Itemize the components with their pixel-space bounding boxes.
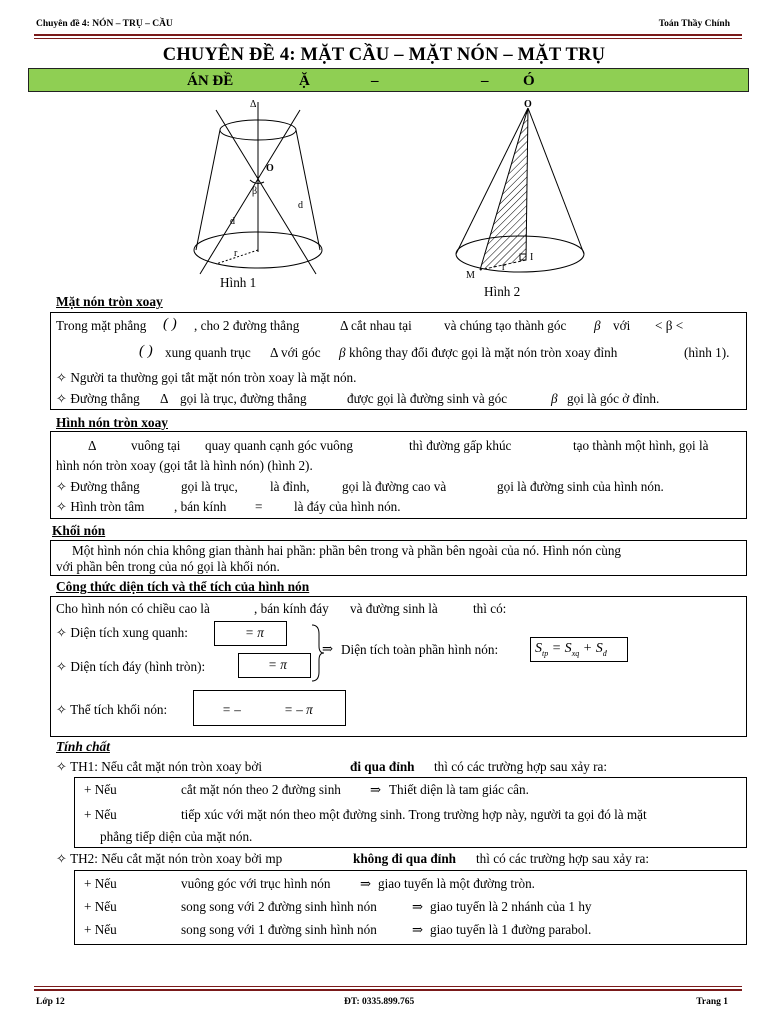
footer-left: Lớp 12 [36,997,65,1007]
th1-text: ✧ TH1: Nếu cắt mặt nón tròn xoay bởi [56,759,263,774]
band-text-c: – [371,73,379,89]
s1-text: (hình 1). [684,345,730,360]
th1-text: thì có các trường hợp sau xảy ra: [434,759,608,774]
th2-item: song song với 1 đường sinh hình nón [181,922,377,937]
heading-khoi-non: Khối nón [52,523,106,538]
s1-plane: ( ) [139,343,153,359]
footer-rule-thin [34,986,742,987]
s1-beta: β [339,345,346,360]
header-rule [34,34,742,36]
xq-label: ✧ Diện tích xung quanh: [56,625,188,640]
subtitle-band [28,68,749,92]
s2-text: thì đường gấp khúc [409,438,512,453]
s2-text: Δ [88,438,97,453]
fig1-d2-label: d [298,200,303,211]
s2-text: = [255,499,263,514]
footer-center: ĐT: 0335.899.765 [344,997,415,1007]
fig1-r-label: r [234,248,238,259]
fig1-o-label: O [266,163,274,174]
th2-item: + Nếu [84,899,117,914]
implies-arrow: ⇒ [412,922,424,937]
s4-text: Cho hình nón có chiều cao là [56,601,210,616]
s1-plane: ( ) [163,316,177,332]
footer-rule [34,989,742,991]
s2-text: hình nón tròn xoay (gọi tắt là hình nón) (hình 2). [56,458,313,473]
tp-eq: = S [548,641,572,656]
fig1-d1-label: d [230,216,235,227]
figure-1-double-cone [186,96,326,292]
th2-item: giao tuyến là một đường tròn. [378,876,535,891]
th1-item: Thiết diện là tam giác cân. [389,782,529,797]
fig1-beta-label: β [252,186,258,197]
s3-text: với phần bên trong của nó gọi là khối nón. [56,559,280,574]
th2-item: giao tuyến là 2 nhánh của 1 hy [430,899,592,914]
s1-text: Δ [160,391,169,406]
heading-mat-non: Mặt nón tròn xoay [56,294,163,309]
s1-text: không thay đổi được gọi là mặt nón tròn xoay đỉnh [349,345,618,360]
tp-sub2: xq [571,648,580,658]
th1-item: tiếp xúc với mặt nón theo một đường sinh. Trong trường hợp này, người ta gọi đó là mặt [181,807,647,822]
implies-arrow: ⇒ [360,876,372,891]
figure-2-caption: Hình 2 [484,284,521,299]
th1-item: cắt mặt nón theo 2 đường sinh [181,782,341,797]
band-text-b: Ặ [299,73,310,89]
tp-sub3: đ [602,648,607,658]
th1-bold: đi qua đỉnh [350,759,415,774]
s1-bullet: ✧ Đường thẳng [56,391,140,406]
v-formula-box [193,690,346,726]
th2-text: ✧ TH2: Nếu cắt mặt nón tròn xoay bởi mp [56,851,283,866]
tp-sub: tp [542,648,549,658]
th2-text: thì có các trường hợp sau xảy ra: [476,851,650,866]
v-formula-1: = – [222,702,241,717]
th1-item: + Nếu [84,807,117,822]
v-formula-2: = – π [284,702,313,717]
th2-item: giao tuyến là 1 đường parabol. [430,922,592,937]
s2-bullet: ✧ Đường thẳng [56,479,140,494]
s2-bullet: ✧ Hình tròn tâm [56,499,145,514]
s1-text: gọi là trục, đường thẳng [180,391,307,406]
fig2-m-label: M [466,270,475,281]
s1-bullet: ✧ Người ta thường gọi tắt mặt nón tròn xoay là mặt nón. [56,370,357,385]
heading-hinh-non: Hình nón tròn xoay [56,415,168,430]
implies-arrow: ⇒ [322,641,334,656]
figure-1-caption: Hình 1 [220,275,257,290]
fig2-o-label: O [524,99,532,110]
s1-text: và chúng tạo thành góc [444,318,567,333]
th2-item: vuông góc với trục hình nón [181,876,331,891]
implies-arrow: ⇒ [370,782,382,797]
tp-label: Diện tích toàn phần hình nón: [341,642,499,657]
header-left: Chuyên đề 4: NÓN – TRỤ – CẦU [36,19,173,29]
s4-text: , bán kính đáy [254,601,329,616]
th1-item: + Nếu [84,782,117,797]
s3-text: Một hình nón chia không gian thành hai phần: phần bên trong và phần bên ngoài của nó. Hình nón cùng [72,543,622,558]
s1-text: Δ với góc [270,345,321,360]
figure-2-cone [450,98,590,284]
s1-beta: β [594,318,601,333]
s1-text: với [613,318,631,333]
s2-text: quay quanh cạnh góc vuông [205,438,353,453]
header-right: Toán Thầy Chính [658,19,730,29]
page-title: CHUYÊN ĐỀ 4: MẶT CẦU – MẶT NÓN – MẶT TRỤ [162,45,606,65]
implies-arrow: ⇒ [412,899,424,914]
s1-text: Trong mặt phẳng [56,318,147,333]
band-text-d: – [481,73,489,89]
s2-text: gọi là đường sinh của hình nón. [497,479,664,494]
th2-item: song song với 2 đường sinh hình nón [181,899,377,914]
s1-text: gọi là góc ở đỉnh. [567,391,660,406]
th2-item: + Nếu [84,876,117,891]
s4-text: và đường sinh là [350,601,438,616]
s2-text: vuông tại [131,438,181,453]
s2-text: gọi là trục, [181,479,238,494]
th2-bold: không đi qua đỉnh [353,851,457,866]
s1-text: xung quanh trục [165,345,251,360]
xq-formula: = π [245,625,264,640]
day-formula: = π [268,657,287,672]
band-text-a: ÁN ĐỀ [187,73,234,89]
tp-s: S [535,641,542,656]
heading-cong-thuc: Công thức diện tích và thể tích của hình nón [56,579,310,594]
s1-beta: β [551,391,558,406]
s2-text: là đáy của hình nón. [294,499,401,514]
tp-plus: + S [579,641,603,656]
s4-text: thì có: [473,601,507,616]
header-rule-thin [34,38,742,39]
day-label: ✧ Diện tích đáy (hình tròn): [56,659,206,674]
s2-text: tạo thành một hình, gọi là [573,438,709,453]
band-text-e: Ó [523,73,535,89]
fig2-r-label: r [502,262,506,273]
footer-right: Trang 1 [696,997,728,1007]
s2-text: gọi là đường cao và [342,479,447,494]
s2-text: là đỉnh, [270,479,310,494]
heading-tinh-chat: Tính chất [56,739,110,754]
fig2-i-label: I [530,252,534,263]
s1-text: , cho 2 đường thẳng [194,318,300,333]
s1-text: Δ cắt nhau tại [340,318,412,333]
s1-text: được gọi là đường sinh và góc [347,391,508,406]
s1-range: < β < [655,318,684,333]
s2-text: , bán kính [174,499,227,514]
th1-item: phẳng tiếp diện của mặt nón. [100,829,253,844]
fig1-delta-label: Δ [250,99,257,110]
th2-item: + Nếu [84,922,117,937]
tp-formula [535,640,607,659]
v-label: ✧ Thể tích khối nón: [56,702,168,717]
